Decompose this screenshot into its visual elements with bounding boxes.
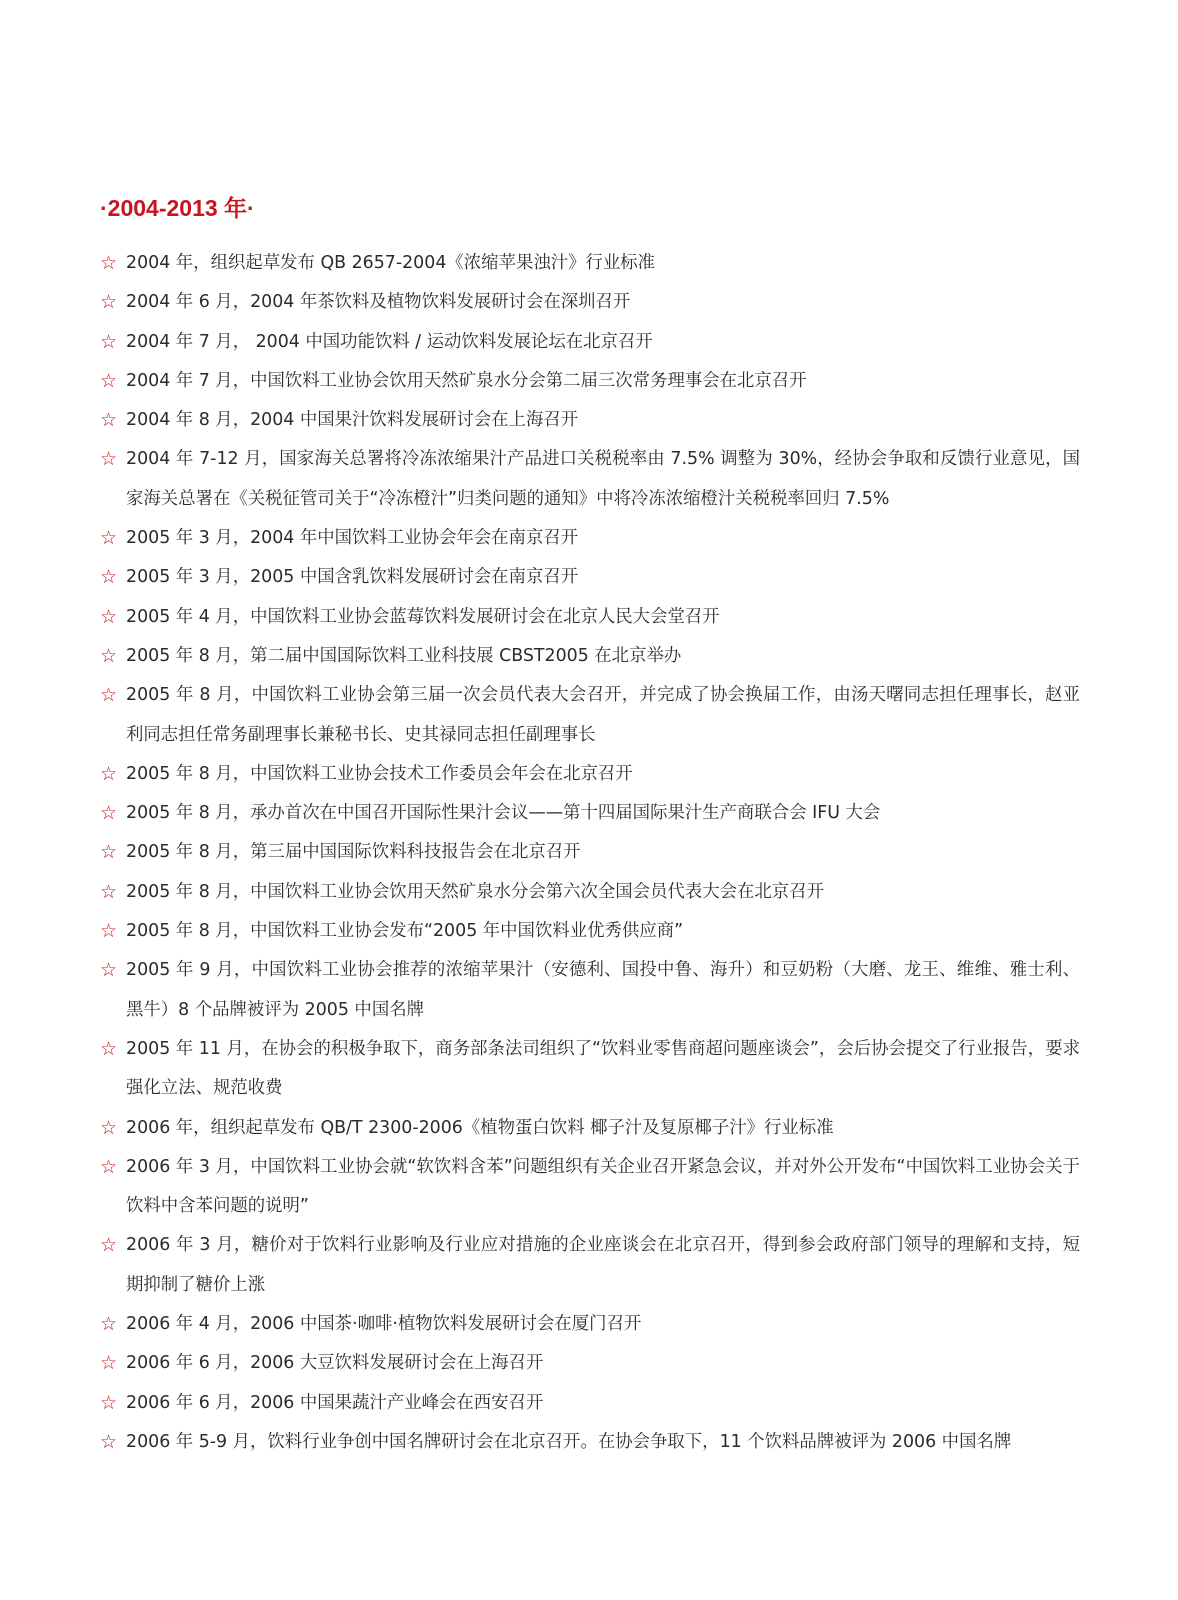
star-icon: ☆ <box>100 841 118 864</box>
star-icon: ☆ <box>100 252 118 274</box>
star-icon: ☆ <box>100 330 118 353</box>
star-icon: ☆ <box>100 1116 118 1139</box>
timeline-entry-text: 2005 年 3 月，2005 中国含乳饮料发展研讨会在南京召开 <box>126 567 579 588</box>
star-icon: ☆ <box>100 920 118 943</box>
timeline-entry <box>100 1305 1080 1344</box>
timeline-entry <box>100 362 1080 401</box>
timeline-entry <box>100 558 1080 597</box>
timeline-entry <box>100 637 1080 676</box>
star-icon: ☆ <box>100 527 118 550</box>
timeline-entry <box>100 873 1080 912</box>
timeline-entry <box>100 1384 1080 1423</box>
timeline-entry <box>100 912 1080 951</box>
timeline-entry-text: 2004 年 6 月，2004 年茶饮料及植物饮料发展研讨会在深圳召开 <box>126 292 631 313</box>
star-icon: ☆ <box>100 566 118 589</box>
timeline-entry <box>100 1423 1080 1462</box>
timeline-entry <box>100 951 1080 1030</box>
timeline-entry-text: 2006 年 6 月，2006 中国果蔬汁产业峰会在西安召开 <box>126 1392 544 1413</box>
star-icon: ☆ <box>100 409 118 432</box>
timeline-entry <box>100 598 1080 637</box>
star-icon: ☆ <box>100 1234 118 1257</box>
star-icon: ☆ <box>100 762 118 785</box>
timeline-entry-text: 2005 年 8 月，中国饮料工业协会技术工作委员会年会在北京召开 <box>126 763 633 784</box>
timeline-entry <box>100 401 1080 440</box>
timeline-entry-text: 2004 年 7 月， 2004 中国功能饮料 / 运动饮料发展论坛在北京召开 <box>126 331 653 352</box>
timeline-entry-text: 2006 年 6 月，2006 大豆饮料发展研讨会在上海召开 <box>126 1353 544 1374</box>
timeline-entry-text: 2005 年 8 月，第三届中国国际饮料科技报告会在北京召开 <box>126 842 581 863</box>
timeline-entry <box>100 244 1080 283</box>
timeline-entry-text: 2005 年 8 月，中国饮料工业协会第三届一次会员代表大会召开，并完成了协会换届工作，由汤天曙同志担任理事长，赵亚利同志担任常务副理事长兼秘书长、史其禄同志担任副理事长 <box>126 685 1080 745</box>
timeline-entry-text: 2006 年 4 月，2006 中国茶·咖啡·植物饮料发展研讨会在厦门召开 <box>126 1314 642 1335</box>
timeline-entry-text: 2005 年 3 月，2004 年中国饮料工业协会年会在南京召开 <box>126 528 579 549</box>
timeline-entry <box>100 1148 1080 1227</box>
star-icon: ☆ <box>100 448 118 471</box>
timeline-entry <box>100 1226 1080 1305</box>
section-heading: ·2004-2013 年· <box>100 195 255 221</box>
timeline-entry-text: 2006 年，组织起草发布 QB/T 2300-2006《植物蛋白饮料 椰子汁及复原椰子汁》行业标准 <box>126 1117 834 1138</box>
star-icon: ☆ <box>100 1430 118 1453</box>
star-icon: ☆ <box>100 1391 118 1414</box>
timeline-entry <box>100 440 1080 519</box>
timeline-list <box>100 244 1080 1462</box>
timeline-entry <box>100 755 1080 794</box>
timeline-entry <box>100 519 1080 558</box>
timeline-entry-text: 2004 年 7-12 月，国家海关总署将冷冻浓缩果汁产品进口关税税率由 7.5% 调整为 30%，经协会争取和反馈行业意见，国家海关总署在《关税征管司关于“冷冻橙汁”归类问题的通知》中将冷冻浓缩橙汁关税税率回归 7.5% <box>126 449 1080 509</box>
timeline-entry-text: 2006 年 5-9 月，饮料行业争创中国名牌研讨会在北京召开。在协会争取下，11 个饮料品牌被评为 2006 中国名牌 <box>126 1431 1012 1452</box>
timeline-entry <box>100 794 1080 833</box>
timeline-entry <box>100 1344 1080 1383</box>
star-icon: ☆ <box>100 1155 118 1178</box>
timeline-entry <box>100 676 1080 755</box>
timeline-entry-text: 2005 年 8 月，中国饮料工业协会饮用天然矿泉水分会第六次全国会员代表大会在北京召开 <box>126 881 824 902</box>
star-icon: ☆ <box>100 291 118 314</box>
timeline-entry <box>100 283 1080 322</box>
timeline-entry-text: 2006 年 3 月，糖价对于饮料行业影响及行业应对措施的企业座谈会在北京召开，得到参会政府部门领导的理解和支持，短期抑制了糖价上涨 <box>126 1235 1080 1295</box>
star-icon: ☆ <box>100 1352 118 1375</box>
timeline-entry-text: 2004 年，组织起草发布 QB 2657-2004《浓缩苹果浊汁》行业标准 <box>126 253 656 273</box>
timeline-entry-text: 2005 年 8 月，承办首次在中国召开国际性果汁会议——第十四届国际果汁生产商联合会 IFU 大会 <box>126 803 881 824</box>
star-icon: ☆ <box>100 1037 118 1060</box>
timeline-entry-text: 2005 年 4 月，中国饮料工业协会蓝莓饮料发展研讨会在北京人民大会堂召开 <box>126 606 720 627</box>
star-icon: ☆ <box>100 369 118 392</box>
timeline-entry <box>100 833 1080 872</box>
timeline-entry-text: 2004 年 7 月，中国饮料工业协会饮用天然矿泉水分会第二届三次常务理事会在北京召开 <box>126 370 807 391</box>
timeline-entry-text: 2006 年 3 月，中国饮料工业协会就“软饮料含苯”问题组织有关企业召开紧急会议，并对外公开发布“中国饮料工业协会关于饮料中含苯问题的说明” <box>126 1156 1080 1217</box>
timeline-entry <box>100 323 1080 362</box>
star-icon: ☆ <box>100 959 118 982</box>
star-icon: ☆ <box>100 684 118 707</box>
timeline-entry-text: 2005 年 11 月，在协会的积极争取下，商务部条法司组织了“饮料业零售商超问题座谈会”，会后协会提交了行业报告，要求强化立法、规范收费 <box>126 1038 1080 1099</box>
timeline-entry-text: 2005 年 8 月，中国饮料工业协会发布“2005 年中国饮料业优秀供应商” <box>126 921 684 942</box>
star-icon: ☆ <box>100 605 118 628</box>
timeline-entry-text: 2005 年 8 月，第二届中国国际饮料工业科技展 CBST2005 在北京举办 <box>126 645 682 666</box>
timeline-entry-text: 2005 年 9 月，中国饮料工业协会推荐的浓缩苹果汁（安德利、国投中鲁、海升）和豆奶粉（大磨、龙王、维维、雅士利、黑牛）8 个品牌被评为 2005 中国名牌 <box>126 960 1080 1020</box>
star-icon: ☆ <box>100 802 118 825</box>
star-icon: ☆ <box>100 644 118 667</box>
timeline-entry-text: 2004 年 8 月，2004 中国果汁饮料发展研讨会在上海召开 <box>126 410 579 431</box>
star-icon: ☆ <box>100 880 118 903</box>
star-icon: ☆ <box>100 1313 118 1336</box>
timeline-entry <box>100 1109 1080 1148</box>
timeline-entry <box>100 1030 1080 1109</box>
